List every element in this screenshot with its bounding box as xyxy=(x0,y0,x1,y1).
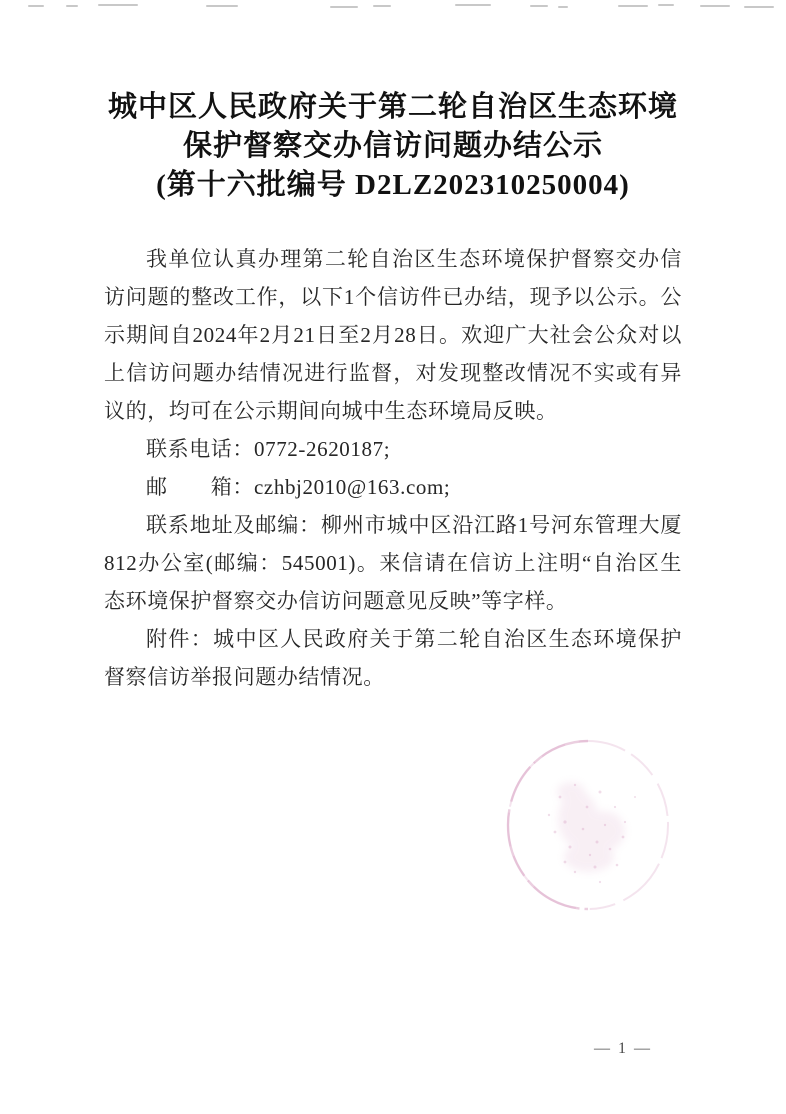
notice-body xyxy=(104,240,682,696)
page-number: — 1 — xyxy=(594,1040,652,1057)
contact-email-line: 邮 箱：czhbj2010@163.com; xyxy=(146,475,451,499)
scan-artifact-smudges xyxy=(0,0,786,12)
notice-title-line-3: (第十六批编号 D2LZ202310250004) xyxy=(156,169,630,201)
official-seal-stamp xyxy=(505,737,671,913)
contact-phone-line: 联系电话：0772-2620187; xyxy=(146,437,391,461)
notice-title-line-2: 保护督察交办信访问题办结公示 xyxy=(182,130,603,162)
notice-title xyxy=(0,88,786,205)
intro-paragraph: 我单位认真办理第二轮自治区生态环境保护督察交办信访问题的整改工作，以下1个信访件已办结，现予以公示。公示期间自2024年2月21日至2月28日。欢迎广大社会公众对以上信访问题办结情况进行监督，对发现整改情况不实或有异议的，均可在公示期间向城中生态环境局反映。 xyxy=(104,247,682,423)
contact-address-line: 联系地址及邮编：柳州市城中区沿江路1号河东管理大厦812办公室(邮编：545001)。来信请在信访上注明“自治区生态环境保护督察交办信访问题意见反映”等字样。 xyxy=(104,513,682,613)
notice-title-line-1: 城中区人民政府关于第二轮自治区生态环境 xyxy=(107,91,678,123)
attachment-line: 附件：城中区人民政府关于第二轮自治区生态环境保护督察信访举报问题办结情况。 xyxy=(104,627,682,689)
